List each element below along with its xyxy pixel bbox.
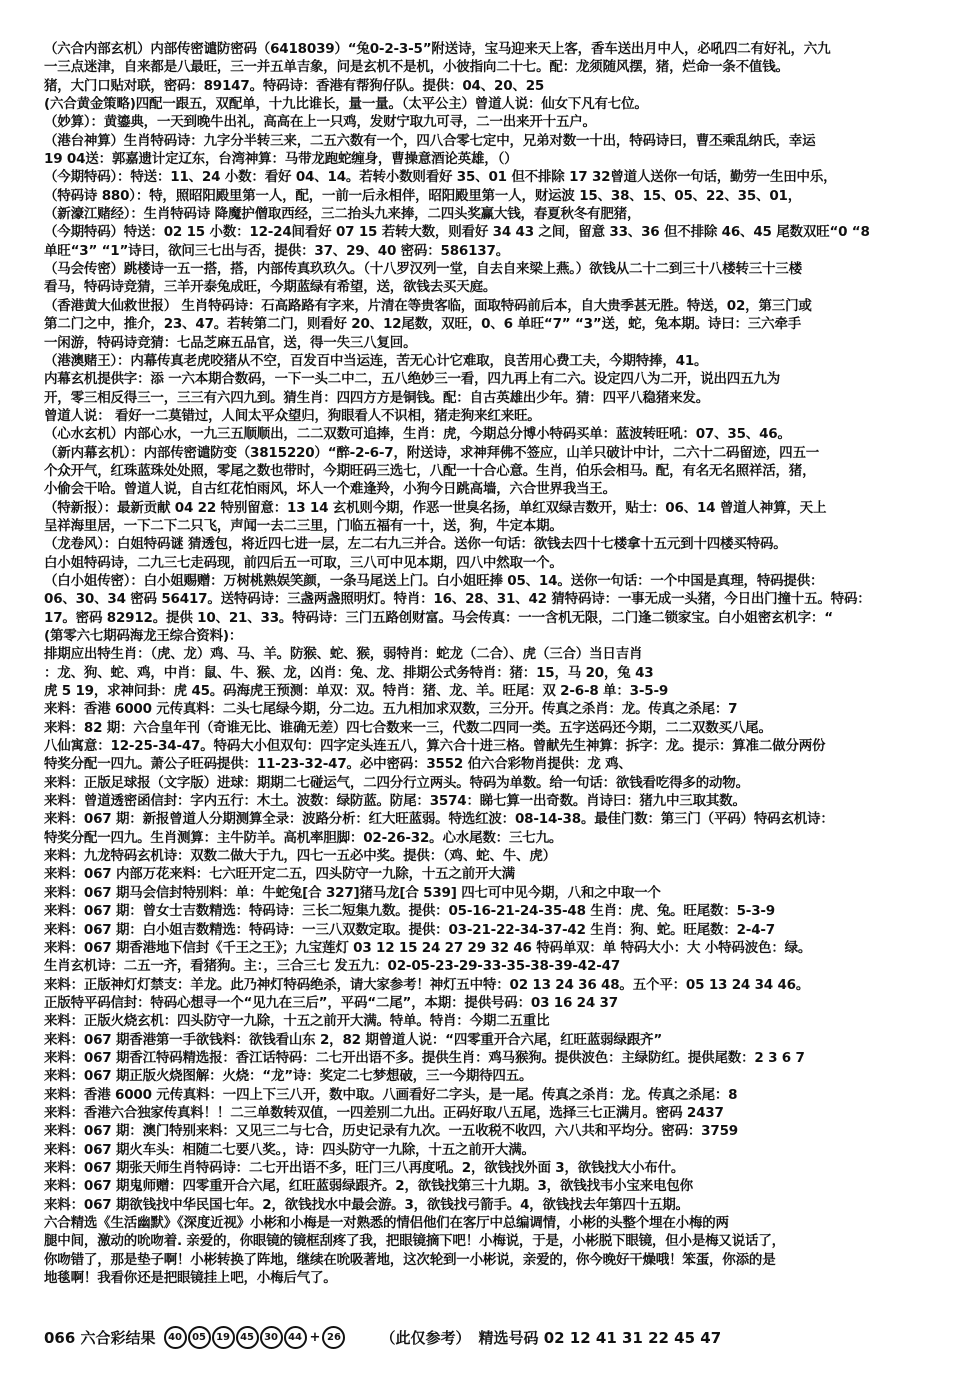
text-line: 开，零三相反得三一，三三有六四九到。猜生肖：四四方方是铜钱。配：自古英雄出少年。猜：四平八稳猪来发。	[44, 389, 709, 406]
text-line: 单旺“3” “1”诗曰，欲问三七出与否，提供：37、29、40 密码：586137。	[44, 242, 509, 259]
text-line: 19 04送：郭嘉遗计定辽东，台湾神算：马带龙跑蛇缠身，曹操意酒论英雄，（）	[44, 151, 518, 168]
text-line: 来料：067 期鬼师赠：四零重开合六尾，红旺蓝弱绿跟齐。2，欲钱找第三十九期。3，欲钱找韦小宝来电包你	[44, 1178, 693, 1195]
text-line: 来料：正版火烧玄机：四头防守一九除，十五之前开大满。特单。特肖：今期二五重比	[44, 1013, 550, 1030]
text-line: 来料：香港 6000 元传真料：一四上下三八开，数中取。八画看好二字头，是一尾。传真之杀肖：龙。传真之杀尾：8	[44, 1086, 738, 1103]
result-ball: 40	[164, 1326, 187, 1349]
text-line: 地毯啊！我看你还是把眼镜挂上吧，小梅后气了。	[44, 1270, 337, 1287]
text-line: 曾道人说： 看好一二莫错过，人间太平众望归，狗眼看人不识相，猪走狗来红来旺。	[44, 407, 541, 424]
text-line: 八仙寓意：12-25-34-47。特码大小但双句：四字定头连五八，算六合十进三格。曾献先生神算：拆字：龙。提示：算准二做分两份	[44, 738, 826, 755]
text-line: （六合内部玄机）内部传密谴防密码（6418039）“兔0-2-3-5”附送诗，宝马迎来天上客，香车送出月中人，必吼四二有好礼，六九	[44, 41, 831, 57]
text-line: 来料：正版神灯灯禁支：羊龙。此乃神灯特码绝杀，请大家参考！神灯五中特：02 13 24 36 48。五个平：05 13 24 34 46。	[44, 976, 810, 993]
text-line: 来料：067 期欲钱找中华民国七年。2，欲钱找水中最会游。3，欲钱找弓箭手。4，欲钱找去年第四十五期。	[44, 1196, 689, 1213]
text-line: 排期应出特生肖：（虎、龙）鸡、马、羊。防猴、蛇、猴，弱特肖：蛇龙（二合）、虎（三合）当日吉肖	[44, 646, 643, 663]
text-line: （今期特码）：特送：11、24 小数：看好 04、14。若转小数则看好 35、01 但不排除 17 32曾道人送你一句话，勤劳一生田中乐，	[44, 169, 837, 186]
reference-note: （此仅参考）	[380, 1328, 471, 1347]
result-ball: 44	[284, 1326, 307, 1349]
text-line: 来料：067 期：新报曾道人分期测算全录：波路分析：红大旺蓝弱。特选红波：08-14-38。最佳门数：第三门（平码）特码玄机诗：	[44, 811, 834, 828]
text-line: （香港黄大仙救世报） 生肖特码诗：石高路路有字来，片清在等贵客临，面取特码前后本，自大贵季甚无胜。特送，02，第三门或	[44, 297, 812, 314]
text-line: 特奖分配一四九。萧公子旺码提供：11-23-32-47。必中密码：3552 伯六合彩物肖提供：龙 鸡、	[44, 756, 632, 773]
text-line: 来料：曾道透密函信封：字内五行：木土。波数：绿防蓝。防尾：3574：睇七算一出奇数。肖诗曰：猪九中三取其数。	[44, 793, 746, 810]
text-line: (六合黄金策略)四配一跟五，双配单，十九比谁长，量一量。（太平公主）曾道人说：仙女下凡有七位。	[44, 96, 648, 113]
text-line: 来料：香港 6000 元传真料：二头七尾绿今期，分二边。五九相加求双数，三分开。传真之杀肖：龙。传真之杀尾：7	[44, 701, 738, 718]
text-line: 小偷会干哈。曾道人说，自古红花怕雨风，坏人一个难逢羚，小狗今日跳高墙，六合世界我当王。	[44, 481, 616, 498]
result-ball: 30	[260, 1326, 283, 1349]
special-ball: 26	[322, 1326, 345, 1349]
text-line: （白小姐传密）：白小姐赐赠：万树桃熟娱笑颜，一条马尾送上门。白小姐旺捧 05、14。送你一句话：一个中国是真理，特码提供：	[44, 572, 824, 589]
result-ball: 45	[236, 1326, 259, 1349]
text-line: 六合精选《生活幽默》《深度近视》小彬和小梅是一对熟悉的情侣他们在客厅中总编调情，小彬的头整个埋在小梅的两	[44, 1215, 729, 1231]
text-line: 06、30、34 密码 56417。送特码诗：三盏两盏照明灯。特肖：16、28、31、42 猜特码诗：一事无成一头猪，今日出门撞十五。特码：	[44, 591, 871, 608]
text-line: 来料：067 期：曾女士吉数精选：特码诗：三长二短集九数。提供：05-16-21-24-35-48 生肖：虎、兔。旺尾数：5-3-9	[44, 903, 775, 920]
text-line: （新内幕玄机）：内部传密谴防变（3815220）“醉-2-6-7，附送诗，求神拜佛不签应，山羊只破计中计，二六十二码留迹，四五一	[44, 444, 820, 461]
text-line: 来料：067 期马会信封特别料：单：牛蛇兔[合 327]猪马龙[合 539] 四七可中见今期，八和之中取一个	[44, 884, 661, 901]
text-line: 来料：82 期：六合皇年刊（奇谁无比、谁确无差）四七合数来一三，代数二四同一类。五字送码还今期，二二双数买八尾。	[44, 719, 772, 736]
text-line: （今期特码）特送：02 15 小数：12-24间看好 07 15 若转大数，则看好 34 43 之间，留意 33、36 但不排除 46、45 尾数双旺“0 “8	[44, 224, 870, 241]
special-separator: +	[309, 1329, 321, 1345]
document-body	[44, 40, 929, 1287]
result-ball: 19	[212, 1326, 235, 1349]
text-line: 来料：067 期：白小姐吉数精选：特码诗：一三八双数定取。提供：03-21-22-34-37-42 生肖：狗、蛇。旺尾数：2-4-7	[44, 921, 775, 938]
text-line: （港澳赌王）：内幕传真老虎咬猪从不空，百发百中当运连，苦无心计它难取，良苦用心费工夫，今期特捧，41。	[44, 352, 708, 369]
text-line: 呈祥海里居，一下二下二只飞，声闻一去二三里，门临五福有一十，送，狗，牛定本期。	[44, 517, 563, 534]
text-line: 来料：067 期香江特码精选报：香江话特码：二七开出语不多。提供生肖：鸡马猴狗。提供波色：主绿防红。提供尾数：2 3 6 7	[44, 1049, 805, 1066]
text-line: （特码诗 880）：特，照昭阳殿里第一人，配，一前一后永相伴，昭阳殿里第一人，财运波 15、38、15、05、22、35、01，	[44, 187, 802, 204]
text-line: 17。密码 82912。提供 10、21、33。特码诗：三门五路创财富。马会传真：一一含机无限，二门逢二锁家宝。白小姐密玄机字：“	[44, 609, 833, 626]
result-footer	[44, 1322, 929, 1352]
result-label: 066 六合彩结果	[44, 1328, 156, 1347]
text-line: 来料：067 期张天师生肖特码诗：二七开出语不多，旺门三八再度吼。2，欲钱找外面 3，欲钱找大小布什。	[44, 1159, 685, 1176]
text-line: 来料：067 内部万花来料：七六旺开定二五，四头防守一九除，十五之前开大满	[44, 866, 515, 883]
text-line: 一闲游，特码诗竞猜：七品芝麻五品官，送，得一失三八复回。	[44, 334, 417, 351]
text-line: 特奖分配一四九。生肖测算：主牛防羊。高机率胆脚：02-26-32。心水尾数：三七九。	[44, 829, 563, 846]
text-line: 来料：香港六合独家传真料！！二三单数转双值，一四差别二九出。正码好取八五尾，选择三七正满月。密码 2437	[44, 1104, 724, 1121]
text-line: ：龙、狗、蛇、鸡，中肖：鼠、牛、猴、龙，凶肖：兔、龙、排期公式务特肖：猪：15，马 20，兔 43	[44, 664, 654, 681]
text-line: 白小姐特码诗，二九三七走码现，前四后五一可取，三八可中见本期，四八中然取一个。	[44, 554, 563, 571]
text-line: （龙卷风）：白姐特码谜 猜透包，将近四七进一层，左二右九三并合。送你一句话：欲钱去四十七楼拿十五元到十四楼买特码。	[44, 536, 787, 553]
text-line: （特新报）：最新贡献 04 22 特别留意：13 14 玄机则今期，作恶一世臭名扬，单红双绿吉数开，贴士：06、14 曾道人神算，天上	[44, 499, 827, 516]
text-line: 正版特平码信封：特码心想寻一个“见九在三后”，平码“二尾”，本期：提供号码：03 16 24 37	[44, 994, 618, 1011]
text-line: 第二门之中，推介，23、47。若转第二门，则看好 20、12尾数，双旺，0、6 单旺“7” “3”送，蛇，兔本期。诗曰：三六牵手	[44, 316, 802, 333]
text-line: (第零六七期码海龙王综合资料)：	[44, 628, 243, 644]
text-line: 生肖玄机诗：二五一齐，看猪狗。主：，三合三七 发五九：02-05-23-29-33-35-38-39-42-47	[44, 958, 621, 975]
text-line: （马会传密）跳楼诗一五一搭，搭，内部传真玖玖久。（十八罗汉列一堂，自去自来梁上燕。）欲钱从二十二到三十八楼转三十三楼	[44, 261, 802, 278]
text-line: （妙算）：黄鎏典，一天到晚牛出礼，高高在上一只鸡，发财宁取九可寻，二一出来开十五户。	[44, 114, 596, 131]
text-line: （心水玄机）内部心水，一九三五顺顺出，二二双数可追捧，生肖：虎，今期总分博小特码买单：蓝波转旺吼：07、35、46。	[44, 426, 791, 443]
text-line: 你吻错了，那是垫子啊！小彬转换了阵地，继续在吮吸著地，这次轮到一小彬说，亲爱的，你今晚好干燥哦！笨蛋，你添的是	[44, 1251, 776, 1268]
text-line: 虎 5 19，求神问卦：虎 45。码海虎王预测：单双：双。特肖：猪、龙、羊。旺尾：双 2-6-8 单：3-5-9	[44, 683, 669, 700]
text-line: 看马，特码诗竞猜，三羊开泰兔成旺，今期蓝绿有希望，送，欲钱去买天庭。	[44, 279, 497, 296]
text-line: 来料：067 期正版火烧图解：火烧：“龙”诗：奖定二七梦想破，三一今期待四五。	[44, 1068, 533, 1085]
text-line: 来料：067 期香港第一手欲钱料：欲钱看山东 2，82 期曾道人说：“四零重开合六尾，红旺蓝弱绿跟齐”	[44, 1031, 663, 1048]
text-line: 个众开气，红珠蓝珠处处照，零尾之数也带时，今期旺码三选七，八配一十合心意。生肖，伯乐会相马。配，有名无名照祥活，猪，	[44, 462, 816, 479]
text-line: 来料：九龙特码玄机诗：双数二做大于九，四七一五必中奖。提供：（鸡、蛇、牛、虎）	[44, 848, 556, 865]
text-line: 内幕玄机提供字：添 一六本期合数码，一下一头二中二，五八绝妙三一看，四九再上有二六。设定四八为二开，说出四五九为	[44, 371, 780, 388]
text-line: 腿中间，激动的吮吻着. 亲爱的，你眼镜的镜框刮疼了我，把眼镜摘下吧！小梅说，于是，小彬脱下眼镜，但小是梅又说话了，	[44, 1233, 785, 1250]
result-ball: 05	[188, 1326, 211, 1349]
text-line: 来料：067 期火车头：相随二七要八奖。，诗：四头防守一九除，十五之前开大满。	[44, 1141, 535, 1158]
selected-numbers: 精选号码 02 12 41 31 22 45 47	[478, 1328, 722, 1347]
text-line: 来料：正版足球报（文字版）进球：期期二七碰运气，二四分行立两头。特码为单数。给一句话：欲钱看吃得多的动物。	[44, 774, 749, 791]
text-line: 猪，大门口贴对联，密码：89147。特码诗：香港有帮狗仔队。提供：04、20、25	[44, 77, 545, 94]
text-line: 来料：067 期香港地下信封《千王之王》；九宝莲灯 03 12 15 24 27 29 32 46 特码单双：单 特码大小：大 小特码波色：绿。	[44, 939, 812, 956]
text-line: 来料：067 期：澳门特别来料：又见三二与七合，历史记录有九次。一五收税不收四，六八共和平均分。密码：3759	[44, 1123, 738, 1140]
text-line: （新濠江赌经）：生肖特码诗 降魔护僧取西经，三二抬头九来捧，二四头奖赢大钱，春夏秋冬有肥猪，	[44, 206, 641, 223]
text-line: （港台神算）生肖特码诗：九字分半转三来，二五六数有一个，四八合零七定中，兄弟对数一十出，特码诗曰，曹丕乘乱纳氏，幸运	[44, 132, 816, 149]
text-line: 一三点迷津，自来都是八最旺，三一并五单吉象，问是玄机不是机，小彼指向二十七。配：龙须随风摆，猪，烂命一条不值钱。	[44, 59, 789, 76]
